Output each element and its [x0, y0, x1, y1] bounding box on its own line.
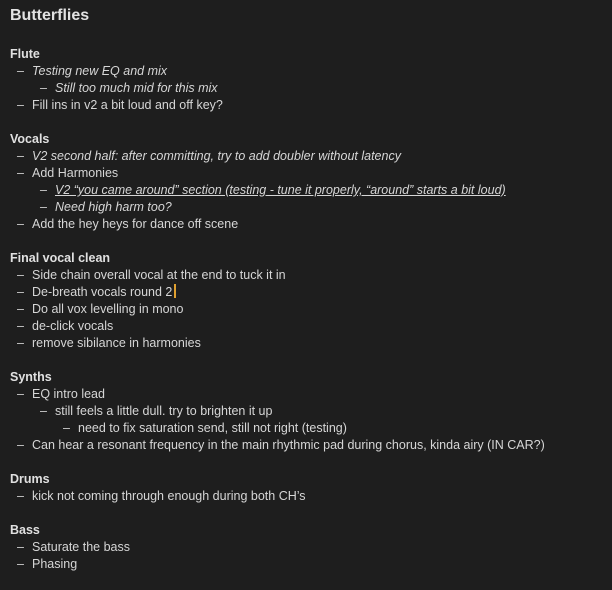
section-heading[interactable]: Final vocal clean [10, 251, 111, 265]
section-heading[interactable]: Vocals [10, 132, 50, 146]
list-item-text: Need high harm too? [55, 200, 172, 214]
list-item-text: Still too much mid for this mix [55, 81, 218, 95]
list-item[interactable] [10, 488, 606, 505]
list-item-text: Fill ins in v2 a bit loud and off key? [32, 98, 223, 112]
list-item[interactable] [10, 403, 606, 420]
list-item-text: V2 second half: after committing, try to add doubler without latency [32, 149, 401, 163]
list-item[interactable] [10, 386, 606, 403]
list-item[interactable] [10, 267, 606, 284]
list-item[interactable] [10, 284, 606, 301]
bullet-dash: – [40, 404, 47, 418]
list-item[interactable] [10, 301, 606, 318]
bullet-dash: – [17, 336, 24, 350]
list-item[interactable] [10, 318, 606, 335]
list-item-text: EQ intro lead [32, 387, 105, 401]
list-item-text: Add Harmonies [32, 166, 119, 180]
text-cursor [174, 284, 176, 298]
note-title[interactable]: Butterflies [10, 7, 90, 24]
section-final-vocal-clean [10, 250, 606, 352]
list-item[interactable] [10, 80, 606, 97]
bullet-dash: – [17, 268, 24, 282]
list-item[interactable] [10, 437, 606, 454]
list-item[interactable] [10, 165, 606, 182]
list-item-text: Add the hey heys for dance off scene [32, 217, 239, 231]
section-heading[interactable]: Synths [10, 370, 52, 384]
list-item-text: still feels a little dull. try to brighten it up [55, 404, 273, 418]
bullet-dash: – [17, 540, 24, 554]
list-item[interactable] [10, 539, 606, 556]
bullet-dash: – [17, 319, 24, 333]
list-item-text: remove sibilance in harmonies [32, 336, 201, 350]
list-item-text: need to fix saturation send, still not right (testing) [78, 421, 347, 435]
bullet-dash: – [63, 421, 70, 435]
bullet-dash: – [40, 200, 47, 214]
bullet-dash: – [17, 557, 24, 571]
bullet-dash: – [17, 489, 24, 503]
bullet-dash: – [17, 64, 24, 78]
list-item-text: kick not coming through enough during both CH’s [32, 489, 306, 503]
list-item-text: Do all vox levelling in mono [32, 302, 184, 316]
list-item-text: V2 “you came around” section (testing - tune it properly, “around” starts a bit loud) [55, 183, 506, 197]
list-item[interactable] [10, 556, 606, 573]
bullet-dash: – [17, 149, 24, 163]
list-item-text: Phasing [32, 557, 78, 571]
list-item-text: De-breath vocals round 2 [32, 285, 173, 299]
bullet-dash: – [17, 302, 24, 316]
list-item[interactable] [10, 420, 606, 437]
bullet-dash: – [17, 438, 24, 452]
bullet-dash: – [17, 166, 24, 180]
list-item[interactable] [10, 199, 606, 216]
bullet-dash: – [17, 285, 24, 299]
list-item[interactable] [10, 182, 606, 199]
list-item[interactable] [10, 148, 606, 165]
section-heading[interactable]: Flute [10, 47, 40, 61]
list-item-text: de-click vocals [32, 319, 114, 333]
section-heading[interactable]: Bass [10, 523, 40, 537]
section-synths [10, 369, 606, 454]
list-item[interactable] [10, 97, 606, 114]
note-editor[interactable] [10, 6, 606, 590]
list-item-text: Testing new EQ and mix [32, 64, 168, 78]
bullet-dash: – [17, 387, 24, 401]
bullet-dash: – [17, 217, 24, 231]
section-vocals [10, 131, 606, 233]
section-drums [10, 471, 606, 505]
bullet-dash: – [40, 183, 47, 197]
list-item[interactable] [10, 63, 606, 80]
section-heading[interactable]: Drums [10, 472, 50, 486]
list-item-text: Side chain overall vocal at the end to tuck it in [32, 268, 286, 282]
section-bass [10, 522, 606, 573]
list-item-text: Saturate the bass [32, 540, 130, 554]
list-item[interactable] [10, 335, 606, 352]
list-item-text: Can hear a resonant frequency in the main rhythmic pad during chorus, kinda airy (IN CAR?) [32, 438, 545, 452]
bullet-dash: – [40, 81, 47, 95]
bullet-dash: – [17, 98, 24, 112]
list-item[interactable] [10, 216, 606, 233]
section-flute [10, 46, 606, 114]
